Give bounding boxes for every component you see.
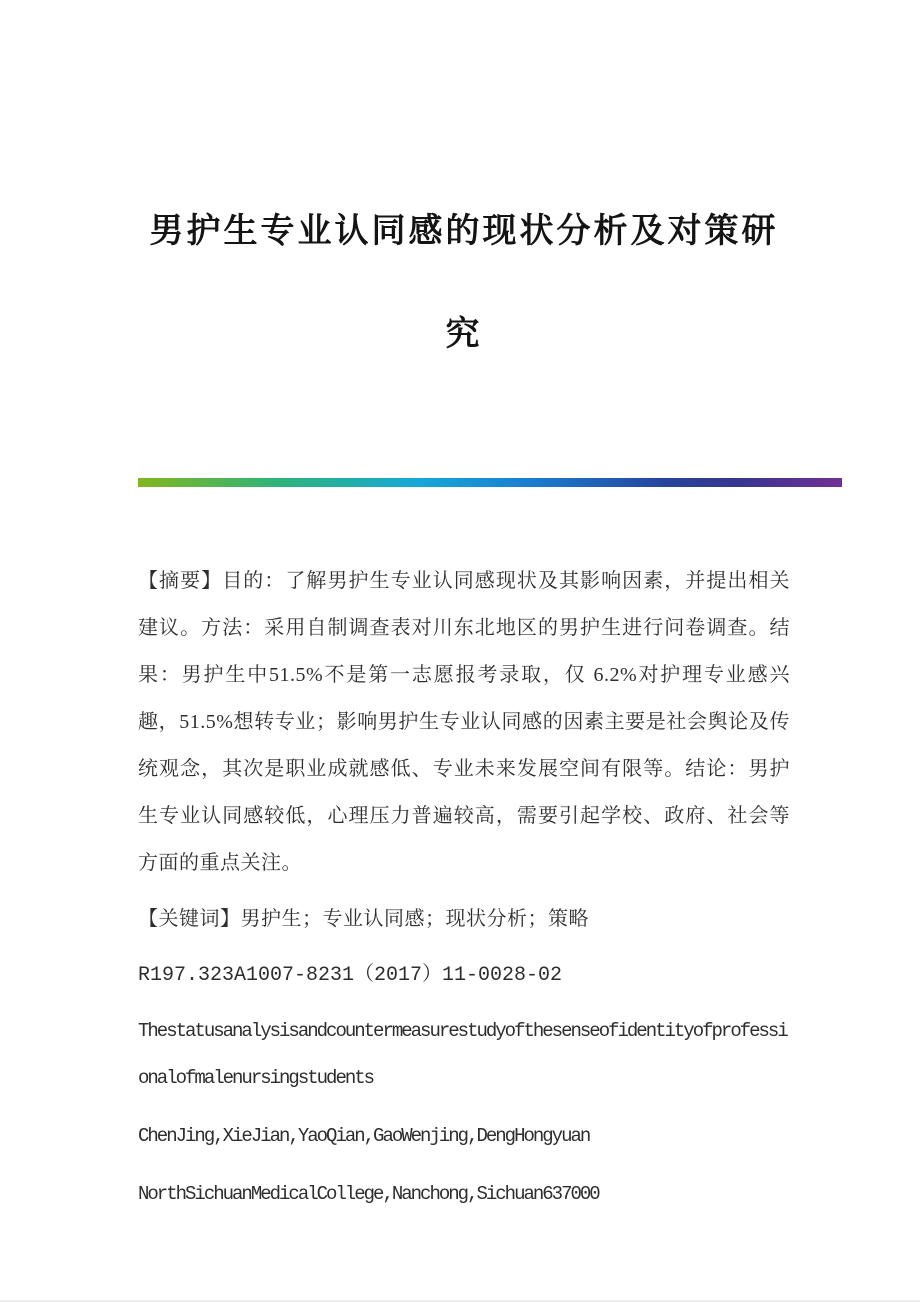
page-title: 男护生专业认同感的现状分析及对策研究 [149,213,779,353]
affiliation-line: NorthSichuanMedicalCollege,Nanchong,Sichuan637000 [138,1183,599,1205]
document-body [138,558,790,1218]
article-number-line: R197.323A1007-8231（2017）11-0028-02 [138,964,563,987]
authors-line: ChenJing,XieJian,YaoQian,GaoWenjing,DengHongyuan [138,1125,590,1147]
abstract-paragraph: 【摘要】目的：了解男护生专业认同感现状及其影响因素，并提出相关建议。方法：采用自制调查表对川东北地区的男护生进行问卷调查。结果：男护生中51.5%不是第一志愿报考录取，仅 6.2%对护理专业感兴趣，51.5%想转专业；影响男护生专业认同感的因素主要是社会舆论及传统观念，其次是职业成就感低、专业未来发展空间有限等。结论：男护生专业认同感较低，心理压力普遍较高，需要引起学校、政府、社会等方面的重点关注。 [138,570,790,874]
gradient-divider [138,478,842,487]
keywords-line: 【关键词】男护生；专业认同感；现状分析；策略 [138,908,589,930]
english-title: Thestatusanalysisandcountermeasurestudyofthesenseofidentityofprofessionalofmalenursingstudents [138,1020,787,1089]
